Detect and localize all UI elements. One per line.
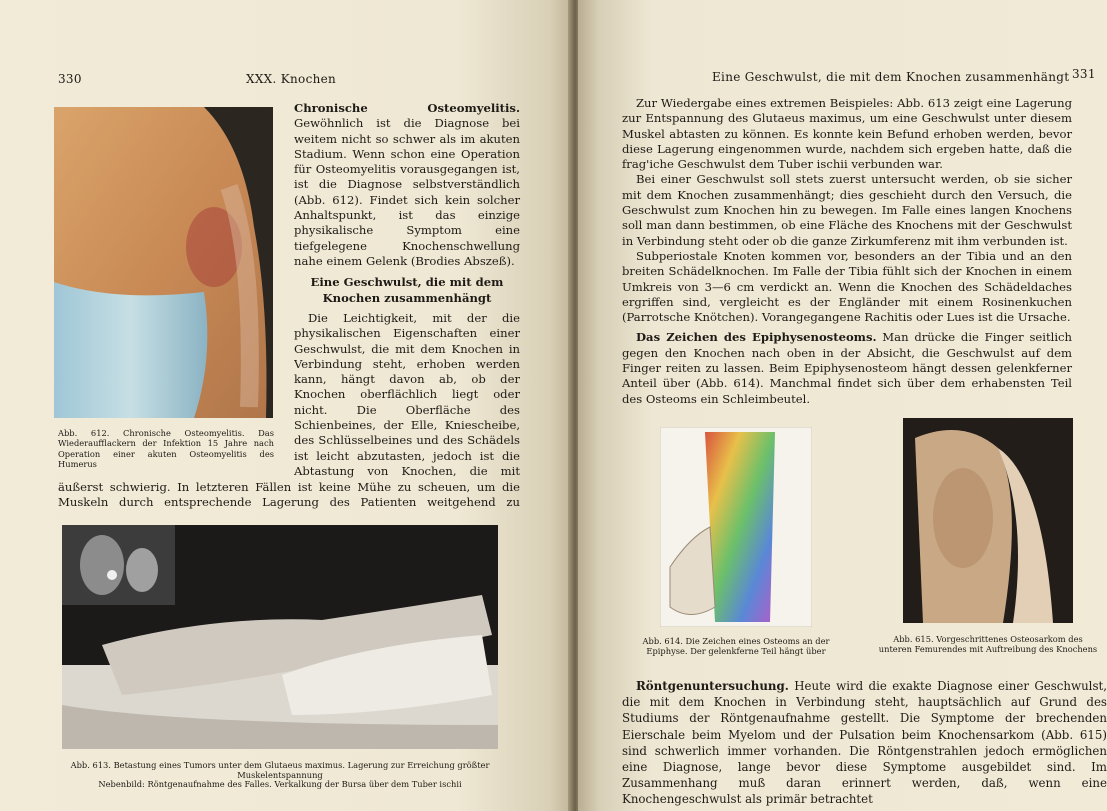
- para-1: Zur Wiedergabe eines extremen Beispieles: Abb. 613 zeigt eine Lagerung zur Entspannung des Glutaeus maximus, um eine Geschwulst unter diesem Muskel abtasten zu können. Es konnte kein Befund erhoben werden, bevor diese Lagerung eingenommen wurde, nachdem sich ergeben hatte, daß die frag'iche Geschwulst dem Tuber ischii verbunden war.: [622, 96, 1072, 172]
- epiphyse-paragraph: [622, 330, 1072, 406]
- roentgen-paragraph: [622, 678, 1107, 808]
- roentgen-block: [622, 678, 1107, 808]
- para-3: Subperiostale Knoten kommen vor, besonders an der Tibia und an den breiten Schädelknochen. Im Falle der Tibia fühlt sich der Knochen in einem Umkreis von 3—6 cm verdickt an. Wenn die Knochen des Schädeldaches ergriffen sind, vergleicht es der Engländer mit einem Rosinenkuchen (Parrotsche Knötchen). Vorangegangene Rachitis oder Lues ist die Ursache.: [622, 248, 1072, 325]
- page-number-right: 331: [1072, 67, 1096, 81]
- roentgen-text: Heute wird die exakte Diagnose einer Geschwulst, die mit dem Knochen in Verbindung steht, hauptsächlich auf Grund des Studiums der Röntgenaufnahme gestellt. Die Symptome der brechenden Eierschale beim Myelom und der Pulsation beim Knochensarkom (Abb. 615) sind schwerlich immer vorhanden. Die Röntgenstrahlen jedoch ermöglichen eine Diagnose, lange bevor diese Symptome ausgebildet sind. Im Zusammenhang muß daran erinnert werden, daß, wenn eine Knochengeschwulst als primär betrachtet: [622, 679, 1107, 807]
- osteomyelitis-text: Gewöhnlich ist die Diagnose bei weitem nicht so schwer als im akuten Stadium. Wenn schon eine Operation für Osteomyelitis vorausgegangen ist, ist die Diagnose selbstverständlich (Abb. 612). Findet sich kein solcher Anhaltspunkt, ist das einzige physikalische Symptom eine tiefgelegene Knochenschwellung nahe einem Gelenk (Brodies Abszeß).: [294, 116, 520, 268]
- section-text-tail: [58, 480, 520, 512]
- right-page: [578, 0, 1107, 811]
- xray-inset: [62, 525, 175, 605]
- roentgen-heading: Röntgenuntersuchung.: [636, 679, 789, 693]
- figure-614-photo: [660, 427, 812, 627]
- section-text: Die Leichtigkeit, mit der die physikalischen Eigenschaften einer Geschwulst, die mit dem Knochen in Verbindung steht, erhoben werden kann, hängt davon ab, ob der Knochen oberflächlich liegt oder nicht. Die Oberfläche des Schienbeines, der Elle, Kniescheibe, des Schlüsselbeines und des Schädels ist leicht abzutasten, jedoch ist die Abtastung von Knochen, die mit: [294, 311, 520, 478]
- right-text-block: [622, 96, 1072, 407]
- running-head-right: Eine Geschwulst, die mit dem Knochen zusammenhängt: [712, 70, 1070, 84]
- figure-613-caption: Abb. 613. Betastung eines Tumors unter dem Glutaeus maximus. Lagerung zur Erreichung größter Muskelentspannung: [70, 760, 490, 781]
- section-text-column: [294, 311, 520, 481]
- figure-615-caption: Abb. 615. Vorgeschrittenes Osteosarkom des unteren Femurendes mit Auftreibung des Knochens: [878, 634, 1098, 655]
- figure-613-photo: [62, 525, 498, 749]
- figure-615-photo: [903, 418, 1073, 623]
- figure-612-caption: Abb. 612. Chronische Osteomyelitis. Das Wiederaufflackern der Infektion 15 Jahre nach Operation einer akuten Osteomyelitis des Humerus: [58, 428, 274, 470]
- para-2: Bei einer Geschwulst soll stets zuerst untersucht werden, ob sie sicher mit dem Knochen zusammenhängt; dies geschieht durch den Versuch, die Geschwulst zum Knochen hin zu bewegen. Im Falle eines langen Knochens soll man dann bestimmen, ob eine Fläche des Knochens mit der Geschwulst in Verbindung steht oder ob die ganze Zirkumferenz mit ihm verbunden ist.: [622, 172, 1072, 248]
- osteomyelitis-heading: Chronische Osteomyelitis.: [294, 101, 520, 115]
- figure-614-caption: Abb. 614. Die Zeichen eines Osteoms an der Epiphyse. Der gelenkferne Teil hängt über: [642, 636, 830, 657]
- epiphyse-text: Man drücke die Finger seitlich gegen den Knochen nach oben in der Absicht, die Geschwulst auf dem Finger reiten zu lassen. Beim Epiphysenosteom hängt dessen gelenkferner Anteil über (Abb. 614). Manchmal findet sich über dem erhabensten Teil des Osteoms ein Schleimbeutel.: [622, 330, 1073, 406]
- section-heading: Eine Geschwulst, die mit dem Knochen zusammenhängt: [310, 275, 504, 305]
- figure-613-subcaption: Nebenbild: Röntgenaufnahme des Falles. Verkalkung der Bursa über dem Tuber ischii: [98, 779, 462, 789]
- section-text-tail-text: äußerst schwierig. In letzteren Fällen ist keine Mühe zu scheuen, um die Muskeln durch entsprechende Lagerung des Patienten weitgehend zu: [58, 480, 520, 510]
- figure-612-photo: [54, 107, 273, 418]
- osteomyelitis-block: [294, 101, 520, 310]
- epiphyse-heading: Das Zeichen des Epiphysenosteoms.: [636, 330, 877, 345]
- page-number: 330: [58, 72, 82, 86]
- running-head: XXX. Knochen: [246, 72, 337, 86]
